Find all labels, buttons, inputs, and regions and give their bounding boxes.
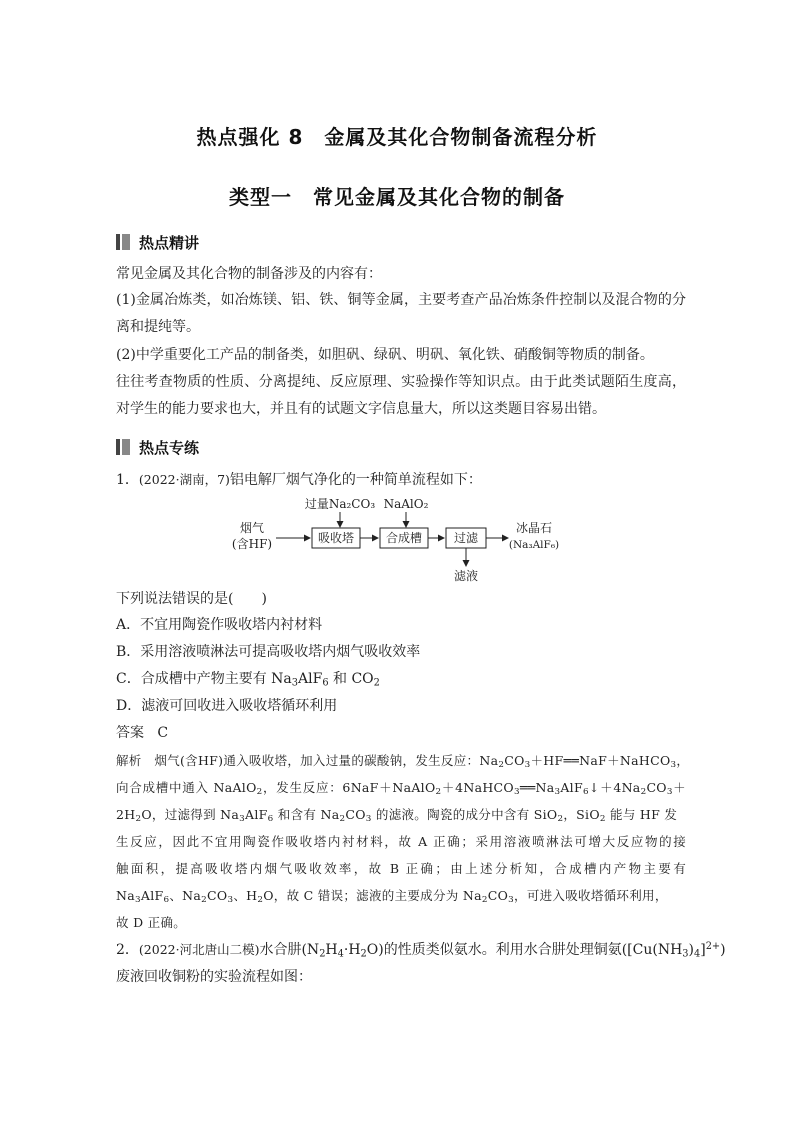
- flow-reagent-1: 过量Na₂CO₃: [304, 497, 376, 511]
- section-marker-icon: [116, 439, 132, 455]
- page-title: 热点强化 8 金属及其化合物制备流程分析: [196, 125, 598, 149]
- question-source: (2022·河北唐山二模): [138, 942, 260, 957]
- section-header-label: 热点专练: [139, 438, 200, 457]
- question-1-prompt: 下列说法错误的是( ): [116, 591, 267, 607]
- option-d: D．滤液可回收进入吸收塔循环利用: [116, 698, 338, 714]
- analysis-line-4: 生反应，因此不宜用陶瓷作吸收塔内衬材料，故 A 正确；采用溶液喷淋法可增大反应物的接: [116, 834, 686, 849]
- intro-line-3: 离和提纯等。: [116, 319, 200, 335]
- analysis-line-1: 解析 烟气(含HF)通入吸收塔，加入过量的碳酸钠，发生反应：$Na_2CO_3+HF══NaF+NaHCO_3$，: [116, 753, 690, 771]
- analysis-line-2: 向合成槽中通入 NaAlO$_2$，发生反应：$6NaF+NaAlO_2+4NaHCO_3══Na_3AlF_6↓+4Na_2CO_3+$: [116, 780, 686, 798]
- option-b: B．采用溶液喷淋法可提高吸收塔内烟气吸收效率: [116, 644, 421, 660]
- intro-line-2: (1)金属冶炼类，如冶炼镁、铝、铁、铜等金属，主要考查产品冶炼条件控制以及混合物的分: [116, 292, 686, 308]
- analysis-line-6: $Na_3AlF_6$、$Na_2CO_3$、$H_2O$，故 C 错误；滤液的主要成分为 $Na_2CO_3$，可进入吸收塔循环利用，: [116, 888, 668, 906]
- option-c-text: C．合成槽中产物主要有 Na: [116, 671, 292, 687]
- question-2-stem: 2．(2022·河北唐山二模)水合肼$(N_2H_4\cdot H_2O)$的性质类似氨水。利用水合肼处理铜氨$([Cu(NH_3)_4]^{2+})$: [116, 941, 726, 960]
- intro-line-1: 常见金属及其化合物的制备涉及的内容有：: [116, 266, 382, 282]
- flow-box-3-label: 过滤: [453, 531, 479, 545]
- intro-line-4: (2)中学重要化工产品的制备类，如胆矾、绿矾、明矾、氧化铁、硝酸铜等物质的制备。: [116, 347, 654, 363]
- analysis-label: 解析: [116, 753, 142, 768]
- flow-input-label: 烟气: [239, 521, 265, 535]
- answer-value: C: [157, 725, 169, 741]
- answer-label: 答案: [116, 725, 144, 741]
- section-header-practice: [116, 437, 199, 457]
- flow-output-label: 冰晶石: [515, 521, 553, 535]
- option-c-text: 和 CO: [333, 671, 374, 687]
- question-number: 1．: [116, 472, 139, 488]
- question-1-stem: [116, 471, 686, 489]
- flow-output-formula: (Na₃AlF₆): [508, 539, 560, 551]
- analysis-line-5: 触面积，提高吸收塔内烟气吸收效率，故 B 正确；由上述分析知，合成槽内产物主要有: [116, 861, 686, 876]
- flow-box-1-label: 吸收塔: [317, 531, 355, 545]
- flow-input-note: (含HF): [231, 537, 273, 551]
- question-text: 水合肼(N: [259, 942, 320, 958]
- answer-line: [116, 724, 686, 742]
- analysis-line-3: $2H_2O$，过滤得到 $Na_3AlF_6$ 和含有 $Na_2CO_3$ 的滤液。陶瓷的成分中含有 SiO$_2$，SiO$_2$ 能与 HF 发: [116, 807, 678, 825]
- flow-box-2-label: 合成槽: [385, 531, 423, 545]
- flow-filtrate-label: 滤液: [453, 569, 479, 583]
- intro-line-5: 往往考查物质的性质、分离提纯、反应原理、实验操作等知识点。由于此类试题陌生度高，: [116, 374, 686, 390]
- question-number: 2．: [116, 942, 139, 958]
- question-text: O)的性质类似氨水。利用水合肼处理铜氨([Cu(NH: [366, 942, 683, 958]
- process-flow-diagram: [230, 494, 560, 586]
- option-a: A．不宜用陶瓷作吸收塔内衬材料: [116, 617, 323, 633]
- intro-line-6: 对学生的能力要求也大，并且有的试题文字信息量大，所以这类题目容易出错。: [116, 401, 606, 417]
- option-c-text: AlF: [298, 671, 323, 687]
- question-text: 铝电解厂烟气净化的一种简单流程如下：: [229, 472, 482, 488]
- section-header-label: 热点精讲: [139, 233, 200, 252]
- option-c: C．合成槽中产物主要有 $Na_3AlF_6$ 和 $CO_2$: [116, 671, 380, 689]
- section-header-hot-points: [116, 232, 199, 252]
- flow-reagent-2: NaAlO₂: [383, 497, 429, 511]
- question-source: (2022·湖南，7): [138, 472, 230, 487]
- section-marker-icon: [116, 234, 132, 250]
- section-title: 类型一 常见金属及其化合物的制备: [229, 185, 565, 209]
- analysis-line-7: 故 D 正确。: [116, 915, 187, 930]
- question-2-line-2: 废液回收铜粉的实验流程如图：: [116, 969, 312, 985]
